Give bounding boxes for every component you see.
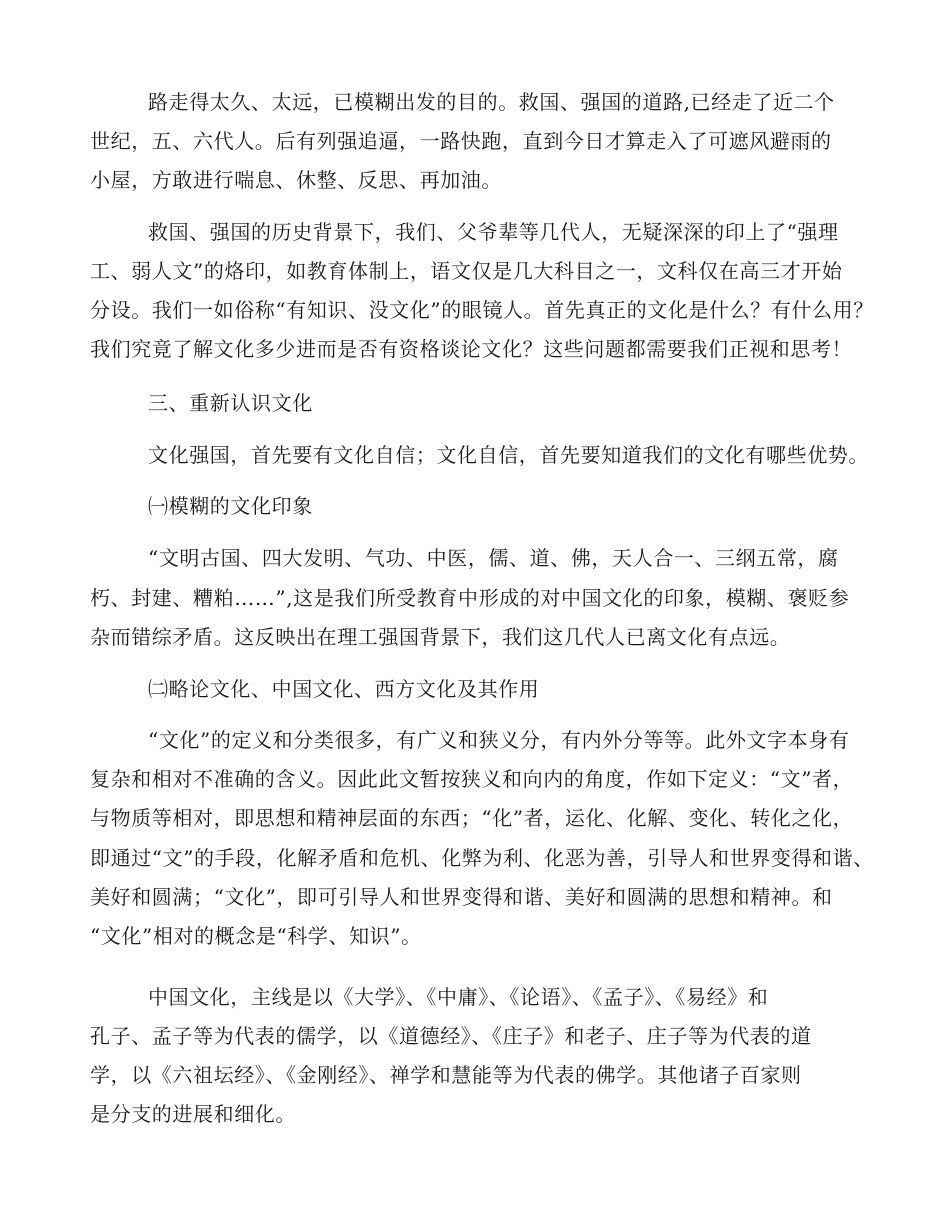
paragraph-2-line-2: 工、弱人文”的烙印，如教育体制上，语文仅是几大科目之一，文科仅在高三才开始	[90, 259, 843, 283]
paragraph-5-line-1: “文化”的定义和分类很多，有广义和狭义分，有内外分等等。此外文字本身有	[148, 728, 850, 752]
subsection-heading-1: ㈠模糊的文化印象	[148, 494, 313, 518]
paragraph-4-line-1: “文明古国、四大发明、气功、中医，儒、道、佛，天人合一、三纲五常，腐	[148, 546, 839, 570]
paragraph-6-line-2: 孔子、孟子等为代表的儒学，以《道德经》、《庄子》和老子、庄子等为代表的道	[90, 1024, 812, 1048]
paragraph-2-line-4: 我们究竟了解文化多少进而是否有资格谈论文化？这些问题都需要我们正视和思考！	[90, 337, 853, 361]
paragraph-5-line-5: 美好和圆满；“文化”，即可引导人和世界变得和谐、美好和圆满的思想和精神。和	[90, 885, 833, 909]
paragraph-1-line-3: 小屋，方敢进行喘息、休整、反思、再加油。	[90, 168, 502, 192]
paragraph-6-line-4: 是分支的进展和细化。	[90, 1102, 296, 1126]
paragraph-2-line-3: 分设。我们一如俗称“有知识、没文化”的眼镜人。首先真正的文化是什么？有什么用？	[90, 298, 874, 322]
subsection-heading-2: ㈡略论文化、中国文化、西方文化及其作用	[148, 677, 540, 701]
paragraph-3-line-1: 文化强国，首先要有文化自信；文化自信，首先要知道我们的文化有哪些优势。	[148, 443, 869, 467]
paragraph-6-line-1: 中国文化，主线是以《大学》、《中庸》、《论语》、《孟子》、《易经》和	[148, 985, 769, 1009]
paragraph-4-line-2: 朽、封建、糟粕……”,这是我们所受教育中形成的对中国文化的印象，模糊、褒贬参	[90, 586, 850, 610]
section-heading: 三、重新认识文化	[148, 391, 313, 415]
paragraph-5-line-4: 即通过“文”的手段，化解矛盾和危机、化弊为利、化恶为善，引导人和世界变得和谐、	[90, 846, 874, 870]
paragraph-2-line-1: 救国、强国的历史背景下，我们、父爷辈等几代人，无疑深深的印上了“强理	[148, 220, 839, 244]
paragraph-5-line-2: 复杂和相对不准确的含义。因此此文暂按狭义和向内的角度，作如下定义：“文”者，	[90, 767, 854, 791]
paragraph-5-line-6: “文化”相对的概念是“科学、知识”。	[90, 924, 422, 948]
paragraph-1-line-1: 路走得太久、太远，已模糊出发的目的。救国、强国的道路,已经走了近二个	[148, 90, 835, 114]
paragraph-4-line-3: 杂而错综矛盾。这反映出在理工强国背景下，我们这几代人已离文化有点远。	[90, 625, 791, 649]
paragraph-6-line-3: 学，以《六祖坛经》、《金刚经》、禅学和慧能等为代表的佛学。其他诸子百家则	[90, 1063, 802, 1087]
paragraph-1-line-2: 世纪，五、六代人。后有列强追逼，一路快跑，直到今日才算走入了可遮风避雨的	[90, 129, 832, 153]
paragraph-5-line-3: 与物质等相对，即思想和精神层面的东西；“化”者，运化、化解、变化、转化之化，	[90, 806, 854, 830]
